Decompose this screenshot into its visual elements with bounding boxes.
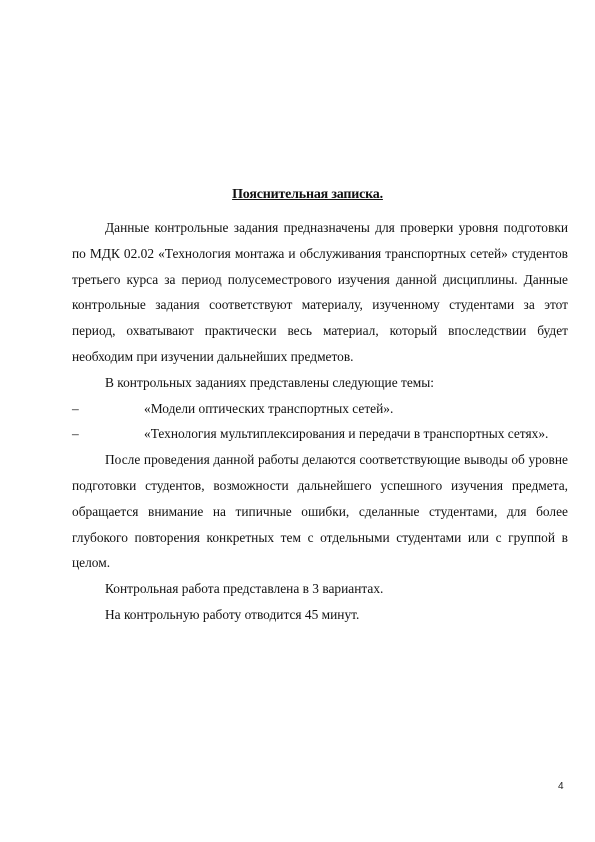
dash-bullet-icon: – bbox=[72, 400, 79, 416]
dash-bullet-icon: – bbox=[72, 426, 79, 442]
document-body bbox=[72, 215, 568, 628]
intro-paragraph: Данные контрольные задания предназначены для проверки уровня подготовки по МДК 02.02 «Технология монтажа и обслуживания транспортных сетей» студентов третьего курса за период полусеместрового изучения данной дисциплины. Данные контрольные задания соответствуют материалу, изученному студентами за этот период, охватывают практически весь материал, который впоследствии будет необходим при изучении дальнейших предметов. bbox=[72, 220, 568, 364]
topic-item bbox=[72, 421, 568, 447]
topic-item bbox=[72, 396, 568, 422]
topic-text: «Технология мультиплексирования и передачи в транспортных сетях». bbox=[144, 426, 549, 442]
topic-text: «Модели оптических транспортных сетей». bbox=[144, 400, 394, 416]
conclusion-paragraph: После проведения данной работы делаются соответствующие выводы об уровне подготовки студентов, возможности дальнейшего успешного изучения предмета, обращается внимание на типичные ошибки, сделанные студентами, для более глубокого повторения конкретных тем с отдельными студентами или с группой в целом. bbox=[72, 452, 568, 571]
variants-line: Контрольная работа представлена в 3 вариантах. bbox=[105, 581, 384, 597]
document-title: Пояснительная записка. bbox=[232, 187, 383, 202]
topics-intro: В контрольных заданиях представлены следующие темы: bbox=[105, 374, 434, 390]
page-number: 4 bbox=[558, 781, 564, 792]
time-line: На контрольную работу отводится 45 минут. bbox=[105, 606, 360, 622]
